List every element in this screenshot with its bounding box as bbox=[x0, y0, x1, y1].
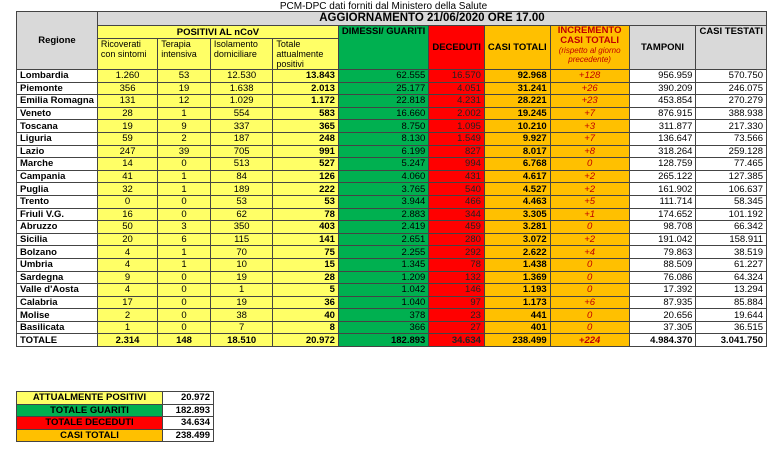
table-row bbox=[17, 107, 767, 120]
header-ricoverati: Ricoverati con sintomi bbox=[97, 39, 157, 70]
cell-tamponi: 161.902 bbox=[629, 183, 696, 196]
cell-deceduti: 97 bbox=[429, 296, 485, 309]
cell-ricoverati: 247 bbox=[97, 145, 157, 158]
cell-terapia: 0 bbox=[158, 208, 211, 221]
cell-ricoverati: 1.260 bbox=[97, 70, 157, 83]
table-row bbox=[17, 221, 767, 234]
table-row bbox=[17, 195, 767, 208]
cell-incremento: 0 bbox=[550, 284, 629, 297]
cell-casi: 9.927 bbox=[484, 132, 550, 145]
cell-deceduti: 1.549 bbox=[429, 132, 485, 145]
totals-row bbox=[17, 334, 767, 347]
cell-testati: 77.465 bbox=[696, 158, 767, 171]
cell-casi: 4.617 bbox=[484, 170, 550, 183]
cell-terapia: 19 bbox=[158, 82, 211, 95]
table-row bbox=[17, 95, 767, 108]
cell-deceduti: 344 bbox=[429, 208, 485, 221]
cell-tamponi: 98.708 bbox=[629, 221, 696, 234]
cell-deceduti: 16.570 bbox=[429, 70, 485, 83]
cell-incremento: +2 bbox=[550, 233, 629, 246]
cell-ricoverati: 16 bbox=[97, 208, 157, 221]
cell-regione: Trento bbox=[17, 195, 98, 208]
cell-casi: 31.241 bbox=[484, 82, 550, 95]
cell-regione: Lazio bbox=[17, 145, 98, 158]
cell-incremento: +7 bbox=[550, 107, 629, 120]
cell-dimessi: 378 bbox=[338, 309, 428, 322]
cell-dimessi: 2.883 bbox=[338, 208, 428, 221]
summary-value: 20.972 bbox=[163, 392, 214, 405]
cell-incremento: 0 bbox=[550, 221, 629, 234]
cell-casi: 92.968 bbox=[484, 70, 550, 83]
cell-totale: 8 bbox=[273, 321, 339, 334]
cell-totale: 20.972 bbox=[273, 334, 339, 347]
cell-tamponi: 4.984.370 bbox=[629, 334, 696, 347]
cell-terapia: 1 bbox=[158, 170, 211, 183]
cell-terapia: 53 bbox=[158, 70, 211, 83]
cell-totale: 1.172 bbox=[273, 95, 339, 108]
cell-terapia: 39 bbox=[158, 145, 211, 158]
cell-testati: 58.345 bbox=[696, 195, 767, 208]
table-row bbox=[17, 158, 767, 171]
cell-ricoverati: 28 bbox=[97, 107, 157, 120]
cell-totale: 13.843 bbox=[273, 70, 339, 83]
cell-casi: 10.210 bbox=[484, 120, 550, 133]
cell-totale: 78 bbox=[273, 208, 339, 221]
cell-testati: 73.566 bbox=[696, 132, 767, 145]
cell-testati: 38.519 bbox=[696, 246, 767, 259]
cell-isolamento: 12.530 bbox=[210, 70, 273, 83]
cell-testati: 61.227 bbox=[696, 258, 767, 271]
cell-tamponi: 128.759 bbox=[629, 158, 696, 171]
header-incremento-label: INCREMENTO CASI TOTALI bbox=[557, 25, 622, 46]
cell-isolamento: 513 bbox=[210, 158, 273, 171]
cell-regione: Marche bbox=[17, 158, 98, 171]
cell-ricoverati: 32 bbox=[97, 183, 157, 196]
cell-isolamento: 1.638 bbox=[210, 82, 273, 95]
cell-totale: 2.013 bbox=[273, 82, 339, 95]
table-row bbox=[17, 258, 767, 271]
summary-table bbox=[16, 391, 214, 442]
cell-tamponi: 76.086 bbox=[629, 271, 696, 284]
cell-isolamento: 7 bbox=[210, 321, 273, 334]
table-row bbox=[17, 145, 767, 158]
cell-ricoverati: 9 bbox=[97, 271, 157, 284]
cell-casi: 238.499 bbox=[484, 334, 550, 347]
cell-terapia: 0 bbox=[158, 271, 211, 284]
table-row bbox=[17, 246, 767, 259]
table-row bbox=[17, 82, 767, 95]
cell-regione: Veneto bbox=[17, 107, 98, 120]
cell-tamponi: 174.652 bbox=[629, 208, 696, 221]
cell-deceduti: 459 bbox=[429, 221, 485, 234]
cell-testati: 259.128 bbox=[696, 145, 767, 158]
table-row bbox=[17, 170, 767, 183]
cell-testati: 13.294 bbox=[696, 284, 767, 297]
header-casi-totali: CASI TOTALI bbox=[484, 26, 550, 70]
cell-ricoverati: 59 bbox=[97, 132, 157, 145]
cell-incremento: +2 bbox=[550, 170, 629, 183]
cell-regione: Liguria bbox=[17, 132, 98, 145]
cell-deceduti: 994 bbox=[429, 158, 485, 171]
cell-isolamento: 554 bbox=[210, 107, 273, 120]
cell-dimessi: 5.247 bbox=[338, 158, 428, 171]
cell-casi: 1.438 bbox=[484, 258, 550, 271]
table-row bbox=[17, 284, 767, 297]
cell-terapia: 1 bbox=[158, 246, 211, 259]
cell-deceduti: 23 bbox=[429, 309, 485, 322]
summary-row bbox=[17, 429, 214, 442]
cell-totale: 991 bbox=[273, 145, 339, 158]
cell-totale: 75 bbox=[273, 246, 339, 259]
header-terapia: Terapia intensiva bbox=[158, 39, 211, 70]
cell-terapia: 9 bbox=[158, 120, 211, 133]
cell-tamponi: 311.877 bbox=[629, 120, 696, 133]
cell-tamponi: 453.854 bbox=[629, 95, 696, 108]
cell-totale: 40 bbox=[273, 309, 339, 322]
summary-label: ATTUALMENTE POSITIVI bbox=[17, 392, 163, 405]
cell-isolamento: 84 bbox=[210, 170, 273, 183]
cell-tamponi: 88.509 bbox=[629, 258, 696, 271]
cell-isolamento: 705 bbox=[210, 145, 273, 158]
cell-regione: Lombardia bbox=[17, 70, 98, 83]
summary-row bbox=[17, 404, 214, 417]
cell-tamponi: 111.714 bbox=[629, 195, 696, 208]
cell-testati: 106.637 bbox=[696, 183, 767, 196]
cell-isolamento: 70 bbox=[210, 246, 273, 259]
cell-isolamento: 115 bbox=[210, 233, 273, 246]
header-dimessi: DIMESSI/ GUARITI bbox=[338, 26, 428, 70]
cell-regione: Puglia bbox=[17, 183, 98, 196]
cell-casi: 401 bbox=[484, 321, 550, 334]
cell-testati: 64.324 bbox=[696, 271, 767, 284]
cell-casi: 3.281 bbox=[484, 221, 550, 234]
cell-totale: 403 bbox=[273, 221, 339, 234]
cell-deceduti: 78 bbox=[429, 258, 485, 271]
cell-deceduti: 2.002 bbox=[429, 107, 485, 120]
cell-testati: 127.385 bbox=[696, 170, 767, 183]
cell-incremento: 0 bbox=[550, 321, 629, 334]
cell-incremento: +128 bbox=[550, 70, 629, 83]
cell-testati: 19.644 bbox=[696, 309, 767, 322]
cell-ricoverati: 356 bbox=[97, 82, 157, 95]
cell-tamponi: 956.959 bbox=[629, 70, 696, 83]
cell-casi: 6.768 bbox=[484, 158, 550, 171]
cell-isolamento: 189 bbox=[210, 183, 273, 196]
cell-testati: 85.884 bbox=[696, 296, 767, 309]
table-row bbox=[17, 296, 767, 309]
cell-incremento: 0 bbox=[550, 258, 629, 271]
cell-deceduti: 146 bbox=[429, 284, 485, 297]
cell-terapia: 0 bbox=[158, 321, 211, 334]
cell-incremento: +2 bbox=[550, 183, 629, 196]
table-row bbox=[17, 70, 767, 83]
cell-deceduti: 466 bbox=[429, 195, 485, 208]
cell-testati: 3.041.750 bbox=[696, 334, 767, 347]
table-row bbox=[17, 132, 767, 145]
cell-terapia: 6 bbox=[158, 233, 211, 246]
cell-dimessi: 22.818 bbox=[338, 95, 428, 108]
cell-deceduti: 4.231 bbox=[429, 95, 485, 108]
cell-testati: 270.279 bbox=[696, 95, 767, 108]
cell-dimessi: 1.345 bbox=[338, 258, 428, 271]
cell-dimessi: 1.042 bbox=[338, 284, 428, 297]
cell-incremento: 0 bbox=[550, 309, 629, 322]
source-caption: PCM-DPC dati forniti dal Ministero della Salute bbox=[279, 1, 488, 12]
cell-terapia: 0 bbox=[158, 296, 211, 309]
cell-testati: 36.515 bbox=[696, 321, 767, 334]
cell-dimessi: 1.040 bbox=[338, 296, 428, 309]
summary-row bbox=[17, 392, 214, 405]
cell-totale: 222 bbox=[273, 183, 339, 196]
cell-totale: 141 bbox=[273, 233, 339, 246]
cell-incremento: +224 bbox=[550, 334, 629, 347]
cell-casi: 3.305 bbox=[484, 208, 550, 221]
cell-dimessi: 2.255 bbox=[338, 246, 428, 259]
cell-isolamento: 187 bbox=[210, 132, 273, 145]
cell-dimessi: 3.944 bbox=[338, 195, 428, 208]
cell-ricoverati: 41 bbox=[97, 170, 157, 183]
cell-isolamento: 38 bbox=[210, 309, 273, 322]
header-deceduti: DECEDUTI bbox=[429, 26, 485, 70]
cell-terapia: 2 bbox=[158, 132, 211, 145]
cell-isolamento: 53 bbox=[210, 195, 273, 208]
header-totale-positivi: Totale attualmente positivi bbox=[273, 39, 339, 70]
header-incremento-note: (rispetto al giorno precedente) bbox=[558, 46, 621, 64]
cell-incremento: +7 bbox=[550, 132, 629, 145]
cell-totale: 126 bbox=[273, 170, 339, 183]
cell-regione: Valle d'Aosta bbox=[17, 284, 98, 297]
cell-totale: 53 bbox=[273, 195, 339, 208]
cell-terapia: 0 bbox=[158, 284, 211, 297]
cell-regione: TOTALE bbox=[17, 334, 98, 347]
cell-ricoverati: 0 bbox=[97, 195, 157, 208]
cell-regione: Emilia Romagna bbox=[17, 95, 98, 108]
cell-deceduti: 4.051 bbox=[429, 82, 485, 95]
table-row bbox=[17, 309, 767, 322]
cell-testati: 217.330 bbox=[696, 120, 767, 133]
cell-testati: 246.075 bbox=[696, 82, 767, 95]
cell-incremento: +8 bbox=[550, 145, 629, 158]
summary-body bbox=[17, 392, 214, 442]
cell-regione: Sicilia bbox=[17, 233, 98, 246]
header-incremento bbox=[550, 26, 629, 70]
header-tamponi: TAMPONI bbox=[629, 26, 696, 70]
cell-dimessi: 8.750 bbox=[338, 120, 428, 133]
cell-tamponi: 37.305 bbox=[629, 321, 696, 334]
cell-terapia: 1 bbox=[158, 107, 211, 120]
cell-totale: 248 bbox=[273, 132, 339, 145]
cell-tamponi: 191.042 bbox=[629, 233, 696, 246]
cell-regione: Sardegna bbox=[17, 271, 98, 284]
summary-label: TOTALE DECEDUTI bbox=[17, 417, 163, 430]
cell-dimessi: 2.651 bbox=[338, 233, 428, 246]
cell-ricoverati: 14 bbox=[97, 158, 157, 171]
summary-value: 182.893 bbox=[163, 404, 214, 417]
cell-deceduti: 431 bbox=[429, 170, 485, 183]
cell-deceduti: 1.095 bbox=[429, 120, 485, 133]
cell-incremento: +3 bbox=[550, 120, 629, 133]
cell-regione: Bolzano bbox=[17, 246, 98, 259]
cell-dimessi: 2.419 bbox=[338, 221, 428, 234]
cell-terapia: 12 bbox=[158, 95, 211, 108]
cell-isolamento: 62 bbox=[210, 208, 273, 221]
header-casi-testati: CASI TESTATI bbox=[696, 26, 767, 70]
cell-isolamento: 350 bbox=[210, 221, 273, 234]
cell-tamponi: 87.935 bbox=[629, 296, 696, 309]
cell-deceduti: 34.634 bbox=[429, 334, 485, 347]
cell-ricoverati: 19 bbox=[97, 120, 157, 133]
cell-regione: Umbria bbox=[17, 258, 98, 271]
cell-totale: 36 bbox=[273, 296, 339, 309]
cell-terapia: 3 bbox=[158, 221, 211, 234]
cell-dimessi: 3.765 bbox=[338, 183, 428, 196]
header-isolamento: Isolamento domiciliare bbox=[210, 39, 273, 70]
cell-incremento: +6 bbox=[550, 296, 629, 309]
cell-tamponi: 390.209 bbox=[629, 82, 696, 95]
cell-ricoverati: 131 bbox=[97, 95, 157, 108]
cell-ricoverati: 1 bbox=[97, 321, 157, 334]
cell-totale: 365 bbox=[273, 120, 339, 133]
cell-regione: Campania bbox=[17, 170, 98, 183]
cell-tamponi: 136.647 bbox=[629, 132, 696, 145]
cell-incremento: +4 bbox=[550, 246, 629, 259]
cell-terapia: 0 bbox=[158, 158, 211, 171]
cell-isolamento: 337 bbox=[210, 120, 273, 133]
cell-dimessi: 4.060 bbox=[338, 170, 428, 183]
cell-casi: 1.173 bbox=[484, 296, 550, 309]
table-row bbox=[17, 233, 767, 246]
table-row bbox=[17, 208, 767, 221]
cell-tamponi: 79.863 bbox=[629, 246, 696, 259]
cell-incremento: 0 bbox=[550, 271, 629, 284]
cell-deceduti: 27 bbox=[429, 321, 485, 334]
table-row bbox=[17, 271, 767, 284]
summary-value: 238.499 bbox=[163, 429, 214, 442]
cell-testati: 158.911 bbox=[696, 233, 767, 246]
cell-incremento: +26 bbox=[550, 82, 629, 95]
cell-ricoverati: 20 bbox=[97, 233, 157, 246]
cell-regione: Calabria bbox=[17, 296, 98, 309]
summary-value: 34.634 bbox=[163, 417, 214, 430]
cell-regione: Molise bbox=[17, 309, 98, 322]
cell-casi: 441 bbox=[484, 309, 550, 322]
cell-isolamento: 10 bbox=[210, 258, 273, 271]
cell-isolamento: 1.029 bbox=[210, 95, 273, 108]
cell-casi: 4.527 bbox=[484, 183, 550, 196]
header-positivi: POSITIVI AL nCoV bbox=[97, 26, 338, 39]
cell-regione: Piemonte bbox=[17, 82, 98, 95]
cell-terapia: 148 bbox=[158, 334, 211, 347]
cell-regione: Toscana bbox=[17, 120, 98, 133]
cell-casi: 4.463 bbox=[484, 195, 550, 208]
cell-incremento: +23 bbox=[550, 95, 629, 108]
cell-deceduti: 280 bbox=[429, 233, 485, 246]
cell-totale: 527 bbox=[273, 158, 339, 171]
cell-regione: Friuli V.G. bbox=[17, 208, 98, 221]
cell-totale: 15 bbox=[273, 258, 339, 271]
cell-ricoverati: 4 bbox=[97, 284, 157, 297]
cell-isolamento: 19 bbox=[210, 296, 273, 309]
cell-terapia: 1 bbox=[158, 258, 211, 271]
cell-isolamento: 1 bbox=[210, 284, 273, 297]
cell-incremento: 0 bbox=[550, 158, 629, 171]
cell-ricoverati: 2.314 bbox=[97, 334, 157, 347]
cell-ricoverati: 50 bbox=[97, 221, 157, 234]
cell-casi: 8.017 bbox=[484, 145, 550, 158]
cell-casi: 28.221 bbox=[484, 95, 550, 108]
cell-casi: 3.072 bbox=[484, 233, 550, 246]
table-row bbox=[17, 183, 767, 196]
cell-casi: 1.369 bbox=[484, 271, 550, 284]
cell-ricoverati: 4 bbox=[97, 246, 157, 259]
cell-deceduti: 292 bbox=[429, 246, 485, 259]
cell-dimessi: 182.893 bbox=[338, 334, 428, 347]
cell-dimessi: 1.209 bbox=[338, 271, 428, 284]
cell-ricoverati: 17 bbox=[97, 296, 157, 309]
cell-dimessi: 25.177 bbox=[338, 82, 428, 95]
cell-dimessi: 6.199 bbox=[338, 145, 428, 158]
table-row bbox=[17, 120, 767, 133]
cell-incremento: +5 bbox=[550, 195, 629, 208]
cell-terapia: 1 bbox=[158, 183, 211, 196]
cell-isolamento: 19 bbox=[210, 271, 273, 284]
cell-tamponi: 265.122 bbox=[629, 170, 696, 183]
cell-deceduti: 827 bbox=[429, 145, 485, 158]
summary-label: TOTALE GUARITI bbox=[17, 404, 163, 417]
cell-testati: 101.192 bbox=[696, 208, 767, 221]
cell-tamponi: 17.392 bbox=[629, 284, 696, 297]
covid-region-table bbox=[16, 11, 767, 347]
cell-totale: 28 bbox=[273, 271, 339, 284]
summary-label: CASI TOTALI bbox=[17, 429, 163, 442]
cell-isolamento: 18.510 bbox=[210, 334, 273, 347]
cell-dimessi: 8.130 bbox=[338, 132, 428, 145]
header-regione: Regione bbox=[17, 12, 98, 70]
cell-deceduti: 132 bbox=[429, 271, 485, 284]
cell-deceduti: 540 bbox=[429, 183, 485, 196]
cell-tamponi: 876.915 bbox=[629, 107, 696, 120]
cell-ricoverati: 4 bbox=[97, 258, 157, 271]
cell-totale: 5 bbox=[273, 284, 339, 297]
cell-terapia: 0 bbox=[158, 309, 211, 322]
table-row bbox=[17, 321, 767, 334]
summary-row bbox=[17, 417, 214, 430]
table-body bbox=[17, 70, 767, 347]
cell-dimessi: 62.555 bbox=[338, 70, 428, 83]
cell-casi: 19.245 bbox=[484, 107, 550, 120]
cell-testati: 388.938 bbox=[696, 107, 767, 120]
cell-tamponi: 20.656 bbox=[629, 309, 696, 322]
cell-casi: 1.193 bbox=[484, 284, 550, 297]
cell-regione: Basilicata bbox=[17, 321, 98, 334]
cell-terapia: 0 bbox=[158, 195, 211, 208]
cell-incremento: +1 bbox=[550, 208, 629, 221]
cell-dimessi: 366 bbox=[338, 321, 428, 334]
cell-tamponi: 318.264 bbox=[629, 145, 696, 158]
update-title: AGGIORNAMENTO 21/06/2020 ORE 17.00 bbox=[97, 12, 766, 26]
cell-casi: 2.622 bbox=[484, 246, 550, 259]
cell-totale: 583 bbox=[273, 107, 339, 120]
cell-testati: 66.342 bbox=[696, 221, 767, 234]
cell-testati: 570.750 bbox=[696, 70, 767, 83]
cell-ricoverati: 2 bbox=[97, 309, 157, 322]
cell-regione: Abruzzo bbox=[17, 221, 98, 234]
cell-dimessi: 16.660 bbox=[338, 107, 428, 120]
